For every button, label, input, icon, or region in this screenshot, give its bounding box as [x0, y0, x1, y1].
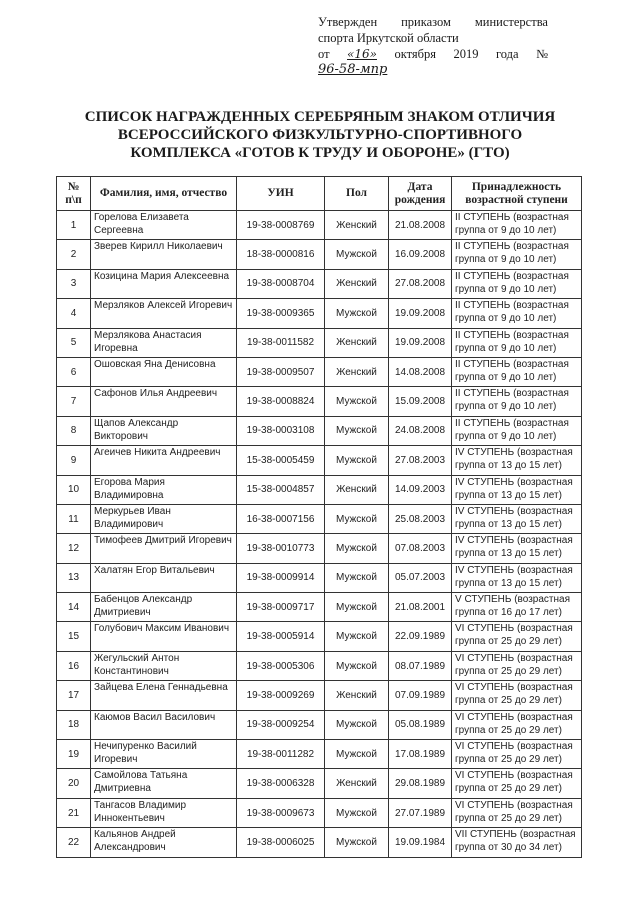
cell-full-name: Голубович Максим Иванович [91, 622, 237, 651]
cell-sex: Мужской [325, 240, 389, 269]
cell-sex: Мужской [325, 387, 389, 416]
cell-row-number: 15 [57, 622, 91, 651]
cell-birth-date: 08.07.1989 [389, 651, 452, 680]
cell-age-stage: VI СТУПЕНЬ (возрастная группа от 25 до 29 лет) [452, 769, 582, 798]
cell-sex: Женский [325, 357, 389, 386]
header-sex: Пол [325, 177, 389, 211]
table-row [57, 475, 582, 504]
cell-sex: Мужской [325, 710, 389, 739]
header-num: № п\п [57, 177, 91, 211]
cell-sex: Мужской [325, 446, 389, 475]
table-row [57, 211, 582, 240]
cell-full-name: Горелова Елизавета Сергеевна [91, 211, 237, 240]
cell-birth-date: 19.09.2008 [389, 299, 452, 328]
cell-row-number: 21 [57, 798, 91, 827]
cell-uin: 16-38-0007156 [237, 504, 325, 533]
cell-uin: 15-38-0004857 [237, 475, 325, 504]
cell-full-name: Щапов Александр Викторович [91, 416, 237, 445]
cell-sex: Мужской [325, 563, 389, 592]
table-row [57, 387, 582, 416]
cell-birth-date: 15.09.2008 [389, 387, 452, 416]
cell-age-stage: II СТУПЕНЬ (возрастная группа от 9 до 10 лет) [452, 240, 582, 269]
cell-birth-date: 14.09.2003 [389, 475, 452, 504]
table-row [57, 299, 582, 328]
cell-birth-date: 07.09.1989 [389, 681, 452, 710]
cell-uin: 19-38-0006025 [237, 828, 325, 857]
cell-birth-date: 05.08.1989 [389, 710, 452, 739]
cell-age-stage: VI СТУПЕНЬ (возрастная группа от 25 до 29 лет) [452, 710, 582, 739]
cell-sex: Мужской [325, 593, 389, 622]
title-line-1: СПИСОК НАГРАЖДЕННЫХ СЕРЕБРЯНЫМ ЗНАКОМ ОТЛИЧИЯ [84, 109, 556, 125]
header-uin: УИН [237, 177, 325, 211]
table-row [57, 563, 582, 592]
cell-birth-date: 27.08.2003 [389, 446, 452, 475]
cell-sex: Женский [325, 211, 389, 240]
cell-full-name: Сафонов Илья Андреевич [91, 387, 237, 416]
cell-full-name: Тимофеев Дмитрий Игоревич [91, 534, 237, 563]
cell-age-stage: VI СТУПЕНЬ (возрастная группа от 25 до 29 лет) [452, 681, 582, 710]
cell-full-name: Козицина Мария Алексеевна [91, 269, 237, 298]
cell-sex: Женский [325, 475, 389, 504]
cell-row-number: 17 [57, 681, 91, 710]
cell-uin: 19-38-0006328 [237, 769, 325, 798]
approval-word-from: от [318, 47, 330, 61]
cell-uin: 19-38-0009269 [237, 681, 325, 710]
cell-birth-date: 05.07.2003 [389, 563, 452, 592]
cell-full-name: Мерзляков Алексей Игоревич [91, 299, 237, 328]
cell-full-name: Бабенцов Александр Дмитриевич [91, 593, 237, 622]
table-row [57, 504, 582, 533]
cell-age-stage: IV СТУПЕНЬ (возрастная группа от 13 до 15 лет) [452, 504, 582, 533]
cell-uin: 19-38-0009254 [237, 710, 325, 739]
cell-full-name: Жегульский Антон Константинович [91, 651, 237, 680]
cell-sex: Мужской [325, 828, 389, 857]
table-row [57, 446, 582, 475]
table-body [57, 211, 582, 858]
cell-age-stage: II СТУПЕНЬ (возрастная группа от 9 до 10 лет) [452, 328, 582, 357]
approval-month: октября [394, 47, 437, 61]
cell-age-stage: VI СТУПЕНЬ (возрастная группа от 25 до 29 лет) [452, 798, 582, 827]
cell-row-number: 8 [57, 416, 91, 445]
cell-row-number: 11 [57, 504, 91, 533]
cell-sex: Мужской [325, 740, 389, 769]
approval-word-year: года [495, 47, 519, 61]
cell-age-stage: II СТУПЕНЬ (возрастная группа от 9 до 10 лет) [452, 299, 582, 328]
cell-sex: Мужской [325, 622, 389, 651]
cell-full-name: Меркурьев Иван Владимирович [91, 504, 237, 533]
cell-birth-date: 24.08.2008 [389, 416, 452, 445]
table-row [57, 534, 582, 563]
cell-birth-date: 17.08.1989 [389, 740, 452, 769]
cell-row-number: 7 [57, 387, 91, 416]
approval-word-order: приказом [401, 15, 451, 29]
cell-row-number: 14 [57, 593, 91, 622]
cell-birth-date: 29.08.1989 [389, 769, 452, 798]
approval-reg-number: 96-58-мпр [318, 62, 388, 77]
cell-birth-date: 27.07.1989 [389, 798, 452, 827]
cell-uin: 19-38-0008769 [237, 211, 325, 240]
header-age-stage: Принадлежность возрастной ступени [452, 177, 582, 211]
cell-full-name: Нечипуренко Василий Игоревич [91, 740, 237, 769]
cell-age-stage: IV СТУПЕНЬ (возрастная группа от 13 до 15 лет) [452, 475, 582, 504]
cell-full-name: Зверев Кирилл Николаевич [91, 240, 237, 269]
cell-row-number: 3 [57, 269, 91, 298]
cell-sex: Мужской [325, 798, 389, 827]
cell-row-number: 10 [57, 475, 91, 504]
cell-uin: 19-38-0011282 [237, 740, 325, 769]
cell-age-stage: IV СТУПЕНЬ (возрастная группа от 13 до 15 лет) [452, 534, 582, 563]
table-row [57, 416, 582, 445]
table-row [57, 681, 582, 710]
table-row [57, 328, 582, 357]
table-row [57, 769, 582, 798]
cell-uin: 19-38-0009507 [237, 357, 325, 386]
table-row [57, 357, 582, 386]
cell-sex: Мужской [325, 299, 389, 328]
cell-uin: 19-38-0005306 [237, 651, 325, 680]
cell-full-name: Самойлова Татьяна Дмитриевна [91, 769, 237, 798]
cell-birth-date: 22.09.1989 [389, 622, 452, 651]
cell-age-stage: II СТУПЕНЬ (возрастная группа от 9 до 10 лет) [452, 211, 582, 240]
cell-birth-date: 19.09.1984 [389, 828, 452, 857]
cell-row-number: 19 [57, 740, 91, 769]
cell-full-name: Егорова Мария Владимировна [91, 475, 237, 504]
table-row [57, 740, 582, 769]
cell-row-number: 18 [57, 710, 91, 739]
cell-sex: Женский [325, 681, 389, 710]
approval-word-approved: Утвержден [318, 15, 378, 29]
cell-age-stage: V СТУПЕНЬ (возрастная группа от 16 до 17 лет) [452, 593, 582, 622]
approval-block [318, 14, 548, 62]
cell-age-stage: VI СТУПЕНЬ (возрастная группа от 25 до 29 лет) [452, 622, 582, 651]
header-name: Фамилия, имя, отчество [91, 177, 237, 211]
cell-sex: Мужской [325, 651, 389, 680]
cell-age-stage: VI СТУПЕНЬ (возрастная группа от 25 до 29 лет) [452, 740, 582, 769]
header-birth-date: Дата рождения [389, 177, 452, 211]
table-row [57, 828, 582, 857]
cell-birth-date: 19.09.2008 [389, 328, 452, 357]
cell-birth-date: 07.08.2003 [389, 534, 452, 563]
approval-line-2: спорта Иркутской области [318, 31, 459, 45]
cell-sex: Женский [325, 769, 389, 798]
cell-age-stage: II СТУПЕНЬ (возрастная группа от 9 до 10 лет) [452, 357, 582, 386]
table-row [57, 710, 582, 739]
cell-row-number: 6 [57, 357, 91, 386]
cell-uin: 19-38-0003108 [237, 416, 325, 445]
cell-row-number: 22 [57, 828, 91, 857]
cell-full-name: Мерзлякова Анастасия Игоревна [91, 328, 237, 357]
cell-full-name: Агеичев Никита Андреевич [91, 446, 237, 475]
title-line-2: ВСЕРОССИЙСКОГО ФИЗКУЛЬТУРНО-СПОРТИВНОГО [117, 127, 523, 143]
cell-full-name: Кальянов Андрей Александрович [91, 828, 237, 857]
cell-row-number: 20 [57, 769, 91, 798]
title-line-3: КОМПЛЕКСА «ГОТОВ К ТРУДУ И ОБОРОНЕ» (ГТО) [130, 145, 510, 161]
cell-full-name: Каюмов Васил Василович [91, 710, 237, 739]
awardees-table [56, 176, 582, 858]
cell-age-stage: II СТУПЕНЬ (возрастная группа от 9 до 10 лет) [452, 416, 582, 445]
table-row [57, 593, 582, 622]
cell-row-number: 1 [57, 211, 91, 240]
approval-number-sign: № [536, 47, 548, 61]
document-title [40, 108, 600, 162]
table-row [57, 651, 582, 680]
cell-full-name: Ошовская Яна Денисовна [91, 357, 237, 386]
table-row [57, 269, 582, 298]
table-header-row [57, 177, 582, 211]
cell-birth-date: 16.09.2008 [389, 240, 452, 269]
cell-birth-date: 27.08.2008 [389, 269, 452, 298]
cell-uin: 19-38-0005914 [237, 622, 325, 651]
cell-birth-date: 21.08.2001 [389, 593, 452, 622]
table-row [57, 240, 582, 269]
cell-uin: 19-38-0009717 [237, 593, 325, 622]
cell-sex: Мужской [325, 504, 389, 533]
cell-uin: 19-38-0008704 [237, 269, 325, 298]
cell-birth-date: 14.08.2008 [389, 357, 452, 386]
cell-age-stage: II СТУПЕНЬ (возрастная группа от 9 до 10 лет) [452, 387, 582, 416]
cell-row-number: 2 [57, 240, 91, 269]
cell-full-name: Халатян Егор Витальевич [91, 563, 237, 592]
cell-sex: Мужской [325, 534, 389, 563]
cell-uin: 19-38-0009365 [237, 299, 325, 328]
approval-day: «16» [347, 47, 377, 61]
cell-row-number: 16 [57, 651, 91, 680]
cell-sex: Женский [325, 269, 389, 298]
cell-age-stage: IV СТУПЕНЬ (возрастная группа от 13 до 15 лет) [452, 446, 582, 475]
cell-row-number: 5 [57, 328, 91, 357]
cell-row-number: 9 [57, 446, 91, 475]
cell-row-number: 12 [57, 534, 91, 563]
cell-uin: 15-38-0005459 [237, 446, 325, 475]
cell-sex: Мужской [325, 416, 389, 445]
cell-uin: 19-38-0009914 [237, 563, 325, 592]
approval-line-1 [318, 14, 548, 30]
cell-uin: 19-38-0011582 [237, 328, 325, 357]
cell-full-name: Зайцева Елена Геннадьевна [91, 681, 237, 710]
cell-age-stage: II СТУПЕНЬ (возрастная группа от 9 до 10 лет) [452, 269, 582, 298]
cell-row-number: 13 [57, 563, 91, 592]
cell-sex: Женский [325, 328, 389, 357]
cell-row-number: 4 [57, 299, 91, 328]
cell-age-stage: IV СТУПЕНЬ (возрастная группа от 13 до 15 лет) [452, 563, 582, 592]
cell-birth-date: 21.08.2008 [389, 211, 452, 240]
cell-uin: 19-38-0009673 [237, 798, 325, 827]
cell-age-stage: VII СТУПЕНЬ (возрастная группа от 30 до 34 лет) [452, 828, 582, 857]
approval-year: 2019 [453, 47, 479, 61]
approval-line-3 [318, 46, 548, 62]
cell-age-stage: VI СТУПЕНЬ (возрастная группа от 25 до 29 лет) [452, 651, 582, 680]
cell-birth-date: 25.08.2003 [389, 504, 452, 533]
cell-uin: 18-38-0000816 [237, 240, 325, 269]
table-row [57, 622, 582, 651]
approval-word-ministry: министерства [474, 15, 548, 29]
cell-full-name: Тангасов Владимир Иннокентьевич [91, 798, 237, 827]
cell-uin: 19-38-0010773 [237, 534, 325, 563]
cell-uin: 19-38-0008824 [237, 387, 325, 416]
table-row [57, 798, 582, 827]
